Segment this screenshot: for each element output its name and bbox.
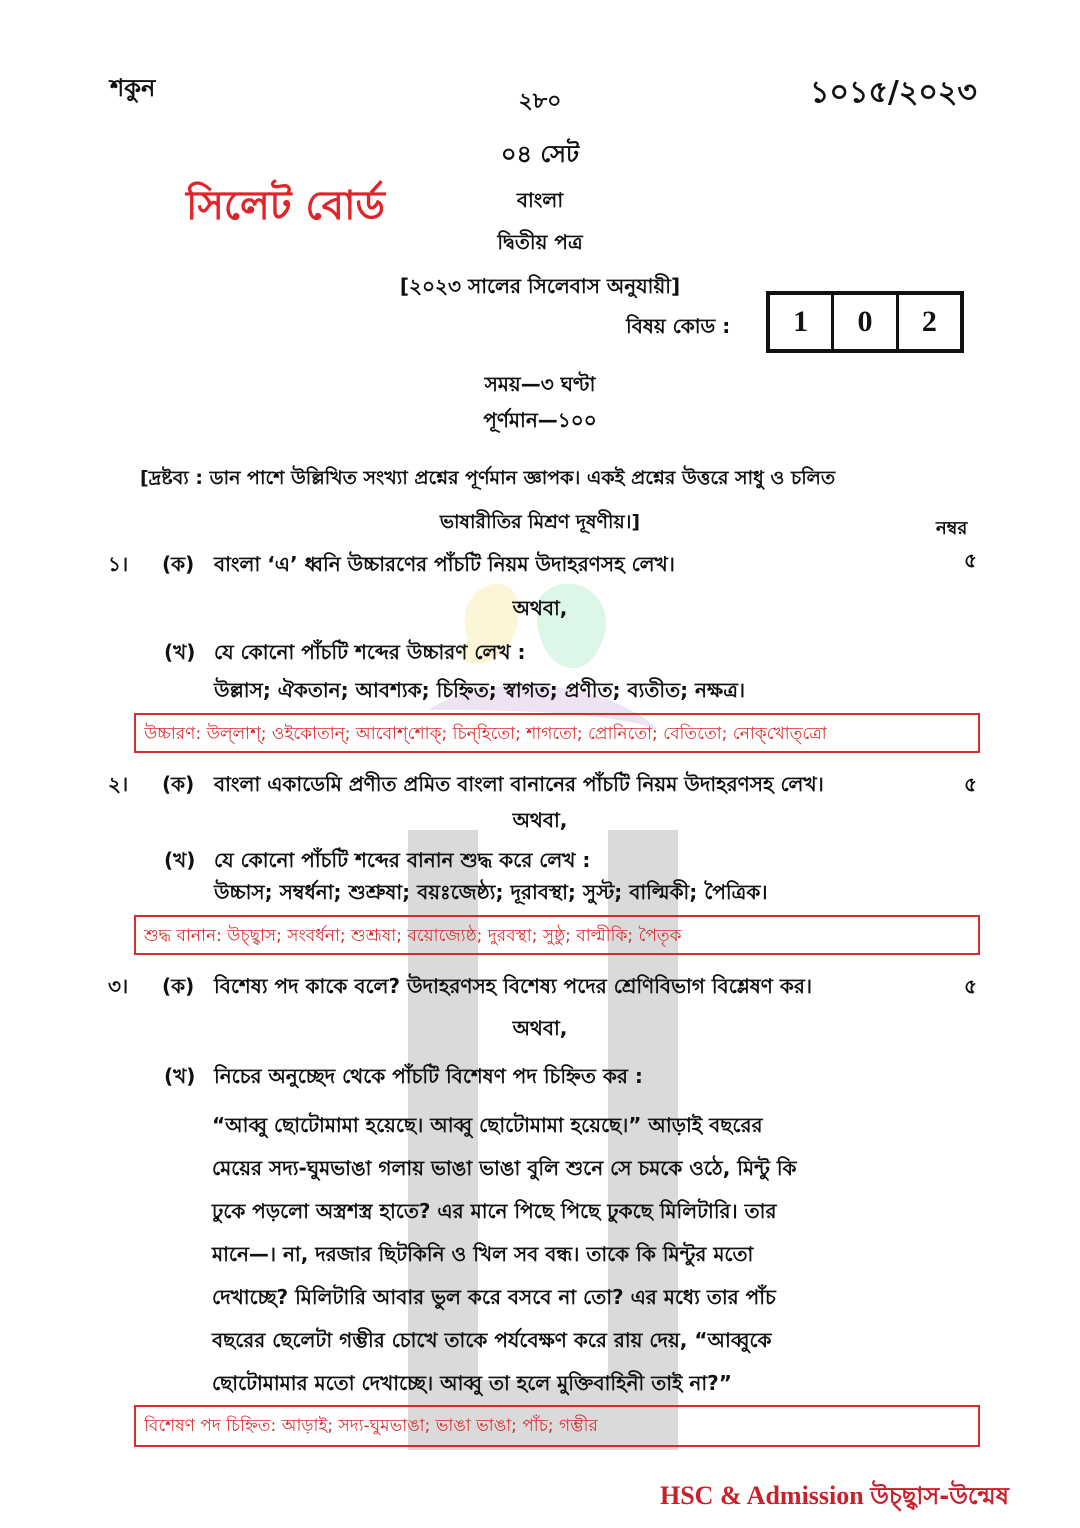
question-part-label: (ক) xyxy=(162,974,195,998)
question-marks: ৫ xyxy=(964,974,977,998)
brand-english: HSC & Admission xyxy=(660,1481,864,1510)
board-title: সিলেট বোর্ড xyxy=(186,183,385,229)
question-text: বিশেষ্য পদ কাকে বলে? উদাহরণসহ বিশেষ্য পদের শ্রেণিবিভাগ বিশ্লেষণ কর। xyxy=(214,974,813,998)
question-text: বাংলা ‘এ’ ধ্বনি উচ্চারণের পাঁচটি নিয়ম উদাহরণসহ লেখ। xyxy=(214,552,675,576)
passage-line: মেয়ের সদ্য-ঘুমভাঙা গলায় ভাঙা ভাঙা বুলি শুনে সে চমকে ওঠে, মিন্টু কি xyxy=(212,1156,797,1180)
question-word-list: উচ্চাস; সম্বর্ধনা; শুশ্রুষা; বয়ঃজেষ্ঠ্য; দূরাবস্থা; সুস্ট; বাল্মিকী; পৈত্রিক। xyxy=(214,880,768,904)
syllabus-note: [২০২৩ সালের সিলেবাস অনুযায়ী] xyxy=(399,274,681,298)
corner-tag: শকুন xyxy=(110,74,156,102)
passage-line: বছরের ছেলেটা গম্ভীর চোখে তাকে পর্যবেক্ষণ করে রায় দেয়, “আব্বুকে xyxy=(212,1328,772,1352)
code-digit: 2 xyxy=(921,305,937,338)
set-label: ০৪ সেট xyxy=(500,140,580,168)
question-number: ১। xyxy=(108,552,129,576)
passage-line: “আব্বু ছোটোমামা হয়েছে। আব্বু ছোটোমামা হয়েছে।” আড়াই বছরের xyxy=(212,1113,763,1137)
instruction-line-2: ভাষারীতির মিশ্রণ দূষণীয়।] xyxy=(439,511,641,533)
question-text: বাংলা একাডেমি প্রণীত প্রমিত বাংলা বানানের পাঁচটি নিয়ম উদাহরণসহ লেখ। xyxy=(214,772,824,796)
subject-title: বাংলা xyxy=(516,188,564,212)
question-text: নিচের অনুচ্ছেদ থেকে পাঁচটি বিশেষণ পদ চিহ্নিত কর : xyxy=(214,1064,643,1088)
question-part-label: (ক) xyxy=(162,552,195,576)
passage-line: ঢুকে পড়লো অস্ত্রশস্ত্র হাতে? এর মানে পিছে পিছে ঢুকছে মিলিটারি। তার xyxy=(212,1199,777,1223)
answer-box: শুদ্ধ বানান: উচ্ছ্বাস; সংবর্ধনা; শুশ্রূষা; বয়োজ্যেষ্ঠ; দুরবস্থা; সুষ্ঠু; বাল্মীকি; পৈতৃক xyxy=(134,915,980,955)
passage-line: ছোটোমামার মতো দেখাচ্ছে। আব্বু তা হলে মুক্তিবাহিনী তাই না?” xyxy=(212,1371,732,1395)
subject-code-label: বিষয় কোড : xyxy=(626,314,731,338)
question-number: ৩। xyxy=(108,974,129,998)
or-label: অথবা, xyxy=(512,1016,568,1040)
question-text: যে কোনো পাঁচটি শব্দের উচ্চারণ লেখ : xyxy=(214,640,526,664)
full-marks: পূর্ণমান—১০০ xyxy=(483,408,597,432)
marks-column-label: নম্বর xyxy=(936,518,968,539)
page-number: ২৮০ xyxy=(518,89,562,114)
paper-title: দ্বিতীয় পত্র xyxy=(497,230,583,254)
question-marks: ৫ xyxy=(964,772,977,796)
question-part-label: (খ) xyxy=(164,848,196,872)
subject-code-box xyxy=(766,291,964,353)
question-text: যে কোনো পাঁচটি শব্দের বানান শুদ্ধ করে লেখ : xyxy=(214,848,591,872)
or-label: অথবা, xyxy=(512,596,568,620)
question-word-list: উল্লাস; ঐকতান; আবশ্যক; চিহ্নিত; স্বাগত; প্রণীত; ব্যতীত; নক্ষত্র। xyxy=(214,678,746,702)
passage-line: মানে—। না, দরজার ছিটকিনি ও খিল সব বন্ধ। তাকে কি মিন্টুর মতো xyxy=(212,1242,754,1266)
serial-number: ১০১৫/২০২৩ xyxy=(810,75,977,110)
brand-bangla: উচ্ছ্বাস-উন্মেষ xyxy=(870,1482,1009,1510)
code-digit: 0 xyxy=(834,295,898,349)
question-part-label: (ক) xyxy=(162,772,195,796)
code-digit: 1 xyxy=(770,295,834,349)
passage-line: দেখাচ্ছে? মিলিটারি আবার ভুল করে বসবে না তো? এর মধ্যে তার পাঁচ xyxy=(212,1285,776,1309)
question-part-label: (খ) xyxy=(164,1064,196,1088)
question-number: ২। xyxy=(108,772,129,796)
passage xyxy=(212,1104,912,1405)
answer-box: বিশেষণ পদ চিহ্নিত: আড়াই; সদ্য-ঘুমভাঙা; ভাঙা ভাঙা; পাঁচ; গম্ভীর xyxy=(134,1405,980,1447)
exam-time: সময়—৩ ঘণ্টা xyxy=(484,372,596,396)
instruction-line-1: [দ্রষ্টব্য : ডান পাশে উল্লিখিত সংখ্যা প্রশ্নের পূর্ণমান জ্ঞাপক। একই প্রশ্নের উত্তরে সাধু ও চলিত xyxy=(140,467,836,489)
footer-brand xyxy=(660,1478,1009,1518)
question-part-label: (খ) xyxy=(164,640,196,664)
or-label: অথবা, xyxy=(512,808,568,832)
answer-box: উচ্চারণ: উল্‌লাশ্; ওইকোতান্; আবোশ্‌শোক্; চিন্‌হিতো; শাগতো; প্রোনিতো; বেতিতো; নোক্‌খোত্‌ত্রো xyxy=(134,713,980,753)
question-marks: ৫ xyxy=(964,548,977,572)
